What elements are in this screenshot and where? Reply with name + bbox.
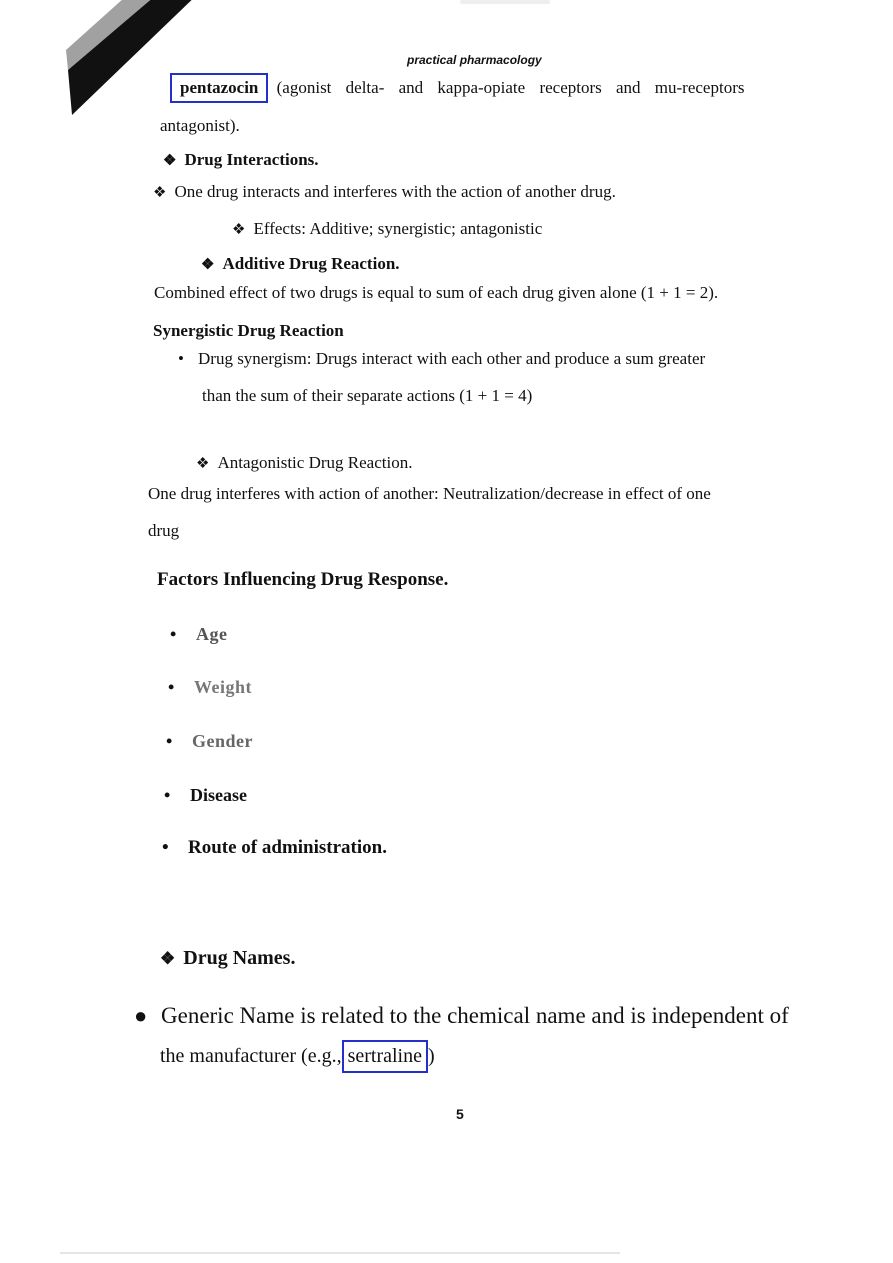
- bullet-icon: •: [162, 837, 169, 858]
- running-header: practical pharmacology: [407, 53, 542, 67]
- bullet-icon: •: [164, 785, 171, 805]
- bullet-icon: •: [170, 624, 177, 644]
- diamond-bullet-icon: ❖: [153, 185, 167, 201]
- factor-item-disease: • Disease: [164, 785, 247, 805]
- diamond-bullet-icon: ❖: [232, 222, 246, 238]
- generic-name-line-2: the manufacturer (e.g., sertraline ): [160, 1040, 435, 1073]
- factor-item-gender: • Gender: [166, 731, 253, 751]
- antagonistic-heading: ❖ Antagonistic Drug Reaction.: [196, 453, 413, 472]
- sertraline-highlight: sertraline: [342, 1040, 428, 1073]
- factor-item-weight: • Weight: [168, 677, 253, 697]
- synergistic-line-2: than the sum of their separate actions (1 + 1 = 4): [202, 386, 533, 405]
- diamond-bullet-icon: ❖: [196, 456, 210, 472]
- factor-item-age: • Age: [170, 624, 228, 644]
- generic-name-line-1: ● Generic Name is related to the chemical name and is independent of: [134, 1003, 789, 1028]
- drug-names-heading: ❖ Drug Names.: [160, 947, 296, 969]
- additive-heading: ❖ Additive Drug Reaction.: [201, 254, 400, 273]
- bullet-icon: •: [178, 349, 184, 368]
- drug-interactions-heading: ❖ Drug Interactions.: [163, 150, 319, 169]
- intro-line-2: antagonist).: [160, 116, 240, 135]
- scan-corner-shadow: [62, 0, 202, 125]
- diamond-bullet-icon: ❖: [160, 949, 176, 968]
- diamond-bullet-icon: ❖: [201, 257, 215, 273]
- antagonistic-line-1: One drug interferes with action of another: Neutralization/decrease in effect of one: [148, 484, 711, 503]
- effects-line: ❖ Effects: Additive; synergistic; antagonistic: [232, 219, 543, 238]
- diamond-bullet-icon: ❖: [163, 153, 177, 169]
- factors-heading: Factors Influencing Drug Response.: [157, 569, 449, 590]
- bullet-icon: •: [166, 731, 173, 751]
- synergistic-heading: Synergistic Drug Reaction: [153, 321, 344, 340]
- scan-edge-line: [60, 1252, 620, 1254]
- antagonistic-line-2: drug: [148, 521, 180, 540]
- intro-line: [170, 73, 744, 103]
- page-number: 5: [456, 1106, 464, 1122]
- additive-text: Combined effect of two drugs is equal to sum of each drug given alone (1 + 1 = 2).: [154, 283, 719, 302]
- bullet-icon: •: [168, 677, 175, 697]
- intro-rest: (agonist delta- and kappa-opiate receptors and mu-receptors: [276, 78, 745, 97]
- drug-interactions-definition: ❖ One drug interacts and interferes with the action of another drug.: [153, 182, 616, 201]
- factor-item-route: • Route of administration.: [162, 837, 387, 858]
- bullet-icon: ●: [134, 1003, 148, 1028]
- pentazocin-highlight: pentazocin: [170, 73, 268, 103]
- scan-smudge: [460, 0, 550, 4]
- synergistic-line-1: • Drug synergism: Drugs interact with each other and produce a sum greater: [178, 349, 706, 368]
